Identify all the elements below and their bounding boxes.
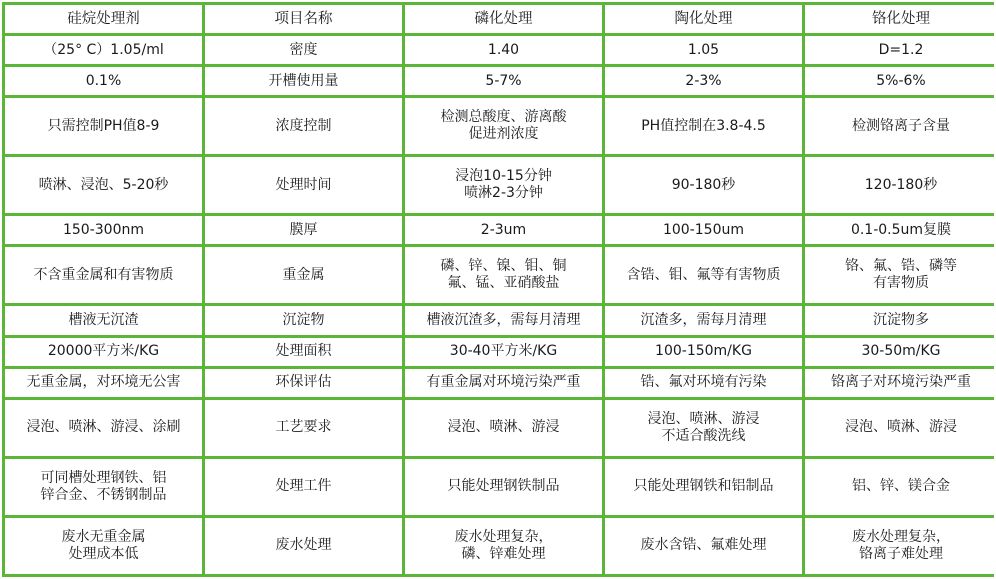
table-cell: 废水处理复杂， 磷、锌难处理: [405, 518, 602, 574]
table-cell: 30-50m/KG: [805, 338, 996, 366]
table-cell: 无重金属，对环境无公害: [5, 369, 202, 397]
table-row: [5, 247, 996, 303]
table-cell: 5%-6%: [805, 67, 996, 95]
table-cell: 100-150um: [605, 216, 802, 244]
table-row: [5, 306, 996, 334]
table-cell: 20000平方米/KG: [5, 338, 202, 366]
table-cell: 有重金属对环境污染严重: [405, 369, 602, 397]
table-cell: 铝、锌、镁合金: [805, 459, 996, 515]
table-cell: 只能处理钢铁和铝制品: [605, 459, 802, 515]
table-cell: 废水处理: [205, 518, 402, 574]
table-cell: 废水无重金属 处理成本低: [5, 518, 202, 574]
table-cell: 2-3%: [605, 67, 802, 95]
table-cell: 只能处理钢铁制品: [405, 459, 602, 515]
table-cell: 90-180秒: [605, 157, 802, 213]
comparison-table: [2, 2, 996, 577]
table-cell: 密度: [205, 36, 402, 64]
table-cell: 槽液无沉渣: [5, 306, 202, 334]
table-cell: 可同槽处理钢铁、铝 锌合金、不锈钢制品: [5, 459, 202, 515]
table-cell: 槽液沉渣多，需每月清理: [405, 306, 602, 334]
table-cell: 浓度控制: [205, 98, 402, 154]
table-cell: 浸泡10-15分钟 喷淋2-3分钟: [405, 157, 602, 213]
table-cell: 只需控制PH值8-9: [5, 98, 202, 154]
table-row: [5, 518, 996, 574]
table-row: [5, 459, 996, 515]
table-cell: 铬离子对环境污染严重: [805, 369, 996, 397]
header-row: [5, 5, 996, 33]
table-row: [5, 216, 996, 244]
table-cell: 铬、氟、锆、磷等 有害物质: [805, 247, 996, 303]
header-cell: 磷化处理: [405, 5, 602, 33]
table-cell: 废水含锆、氟难处理: [605, 518, 802, 574]
table-cell: 沉渣多，需每月清理: [605, 306, 802, 334]
table-cell: 重金属: [205, 247, 402, 303]
table-cell: 沉淀物: [205, 306, 402, 334]
table-cell: 沉淀物多: [805, 306, 996, 334]
table-row: [5, 67, 996, 95]
header-cell: 铬化处理: [805, 5, 996, 33]
table-cell: 开槽使用量: [205, 67, 402, 95]
table-cell: 工艺要求: [205, 400, 402, 456]
table-cell: （25° C）1.05/ml: [5, 36, 202, 64]
header-cell: 项目名称: [205, 5, 402, 33]
table-row: [5, 400, 996, 456]
table-cell: 环保评估: [205, 369, 402, 397]
table-cell: 1.40: [405, 36, 602, 64]
table-row: [5, 338, 996, 366]
table-cell: 废水处理复杂， 铬离子难处理: [805, 518, 996, 574]
table-cell: 120-180秒: [805, 157, 996, 213]
table-cell: 锆、氟对环境有污染: [605, 369, 802, 397]
table-row: [5, 157, 996, 213]
table-cell: 处理时间: [205, 157, 402, 213]
table-cell: 浸泡、喷淋、游浸、涂刷: [5, 400, 202, 456]
table-cell: 浸泡、喷淋、游浸: [805, 400, 996, 456]
table-cell: 处理工件: [205, 459, 402, 515]
table-cell: 150-300nm: [5, 216, 202, 244]
table-cell: 磷、锌、镍、钼、铜 氟、锰、亚硝酸盐: [405, 247, 602, 303]
table-row: [5, 369, 996, 397]
table-cell: 膜厚: [205, 216, 402, 244]
table-cell: 1.05: [605, 36, 802, 64]
table-row: [5, 98, 996, 154]
table-cell: 浸泡、喷淋、游浸: [405, 400, 602, 456]
comparison-table-frame: [2, 2, 994, 577]
table-cell: 5-7%: [405, 67, 602, 95]
table-cell: 含锆、钼、氟等有害物质: [605, 247, 802, 303]
header-cell: 陶化处理: [605, 5, 802, 33]
table-cell: 30-40平方米/KG: [405, 338, 602, 366]
table-cell: 0.1%: [5, 67, 202, 95]
table-cell: 100-150m/KG: [605, 338, 802, 366]
header-cell: 硅烷处理剂: [5, 5, 202, 33]
table-cell: 不含重金属和有害物质: [5, 247, 202, 303]
table-cell: PH值控制在3.8-4.5: [605, 98, 802, 154]
table-cell: 检测总酸度、游离酸 促进剂浓度: [405, 98, 602, 154]
table-cell: 0.1-0.5um复膜: [805, 216, 996, 244]
table-row: [5, 36, 996, 64]
table-cell: D=1.2: [805, 36, 996, 64]
table-cell: 喷淋、浸泡、5-20秒: [5, 157, 202, 213]
table-cell: 2-3um: [405, 216, 602, 244]
table-cell: 处理面积: [205, 338, 402, 366]
table-cell: 浸泡、喷淋、游浸 不适合酸洗线: [605, 400, 802, 456]
table-cell: 检测铬离子含量: [805, 98, 996, 154]
